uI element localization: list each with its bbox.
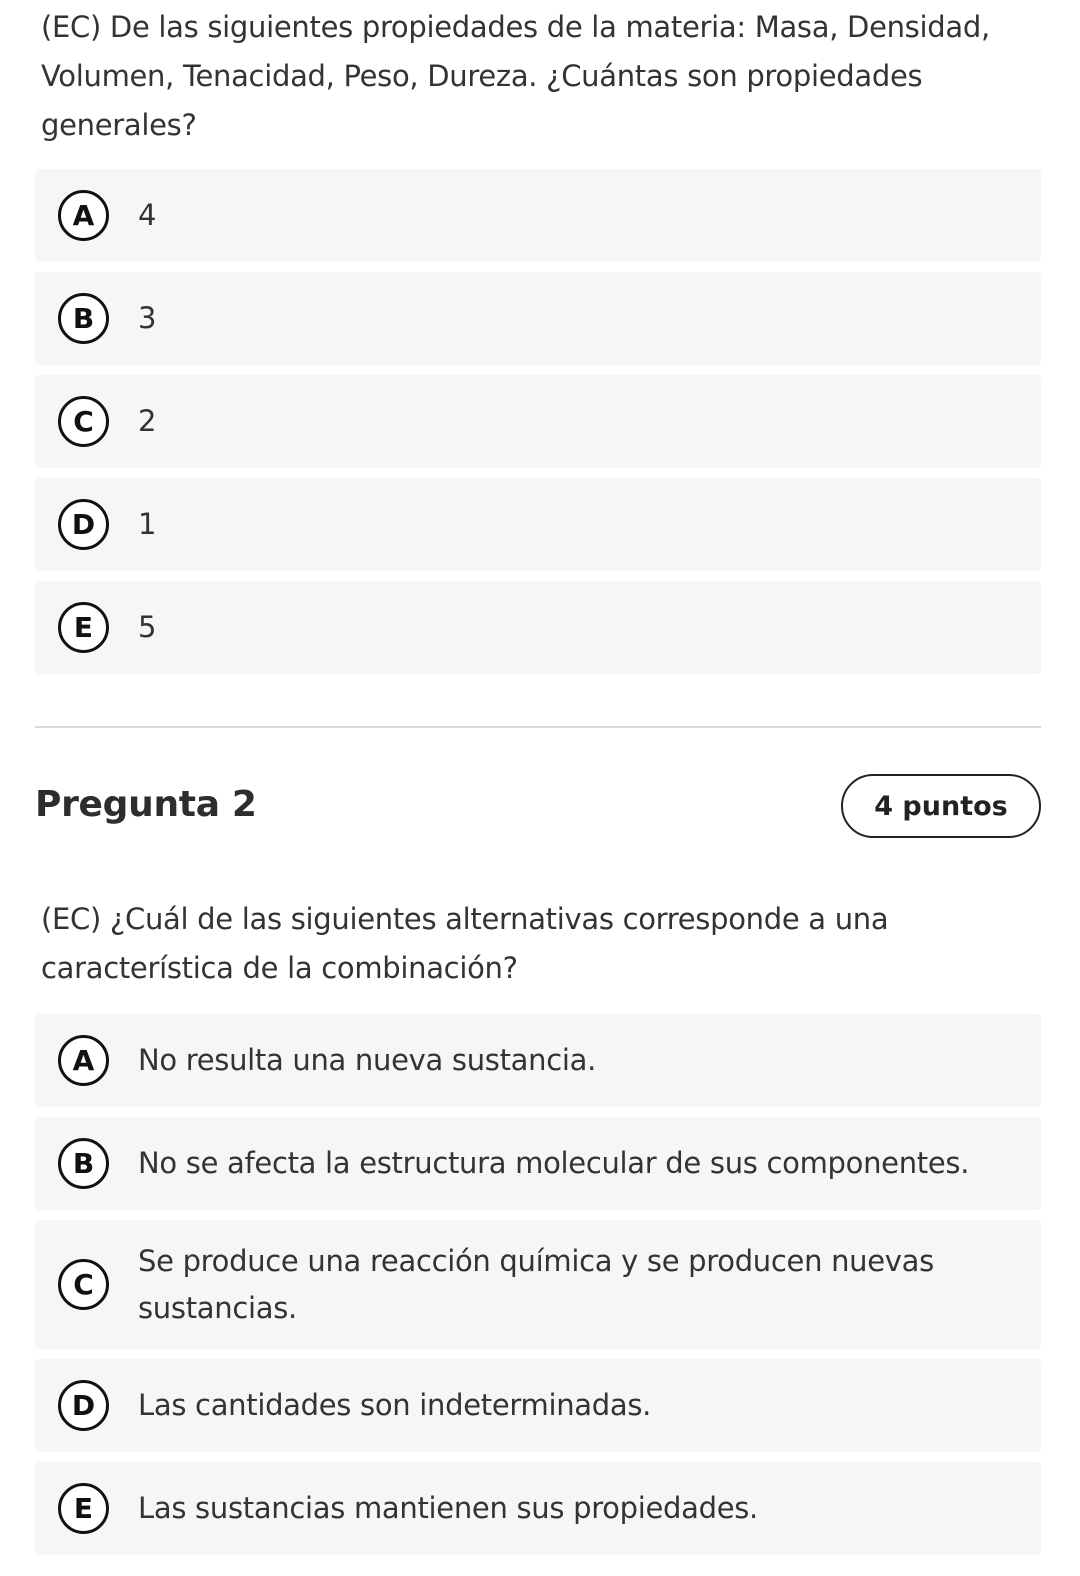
option-text: 5 xyxy=(138,610,157,644)
option-b[interactable] xyxy=(35,272,1041,365)
option-text: Las cantidades son indeterminadas. xyxy=(138,1388,652,1422)
question-2-options xyxy=(35,1014,1041,1565)
option-letter-badge: E xyxy=(58,1483,109,1534)
option-text: 1 xyxy=(138,507,157,541)
option-letter-badge: E xyxy=(58,602,109,653)
option-c[interactable] xyxy=(35,375,1041,468)
option-letter-badge: B xyxy=(58,1138,109,1189)
question-1-options xyxy=(35,169,1041,684)
section-divider xyxy=(35,726,1041,728)
question-2-text: (EC) ¿Cuál de las siguientes alternativas corresponde a una característica de la combinación? xyxy=(41,902,889,985)
option-letter-badge: D xyxy=(58,1380,109,1431)
option-text: 3 xyxy=(138,301,157,335)
option-text: Se produce una reacción química y se producen nuevas sustancias. xyxy=(138,1243,934,1325)
option-text: 4 xyxy=(138,198,157,232)
option-b[interactable] xyxy=(35,1117,1041,1210)
option-text: Las sustancias mantienen sus propiedades. xyxy=(138,1491,758,1525)
option-letter-badge: C xyxy=(58,1259,109,1310)
option-a[interactable] xyxy=(35,1014,1041,1107)
option-e[interactable] xyxy=(35,1462,1041,1555)
option-letter-badge: A xyxy=(58,1035,109,1086)
question-2-heading: Pregunta 2 xyxy=(35,784,257,825)
points-badge: 4 puntos xyxy=(841,774,1041,838)
option-letter-badge: C xyxy=(58,396,109,447)
option-text: No se afecta la estructura molecular de sus componentes. xyxy=(138,1146,970,1180)
question-1-text: (EC) De las siguientes propiedades de la materia: Masa, Densidad, Volumen, Tenacidad, Peso, Dureza. ¿Cuántas son propiedades generales? xyxy=(41,10,990,142)
option-letter-badge: D xyxy=(58,499,109,550)
option-letter-badge: B xyxy=(58,293,109,344)
option-c[interactable] xyxy=(35,1220,1041,1349)
option-text: 2 xyxy=(138,404,157,438)
option-letter-badge: A xyxy=(58,190,109,241)
option-a[interactable] xyxy=(35,169,1041,262)
option-text: No resulta una nueva sustancia. xyxy=(138,1043,596,1077)
option-d[interactable] xyxy=(35,1359,1041,1452)
option-d[interactable] xyxy=(35,478,1041,571)
option-e[interactable] xyxy=(35,581,1041,674)
